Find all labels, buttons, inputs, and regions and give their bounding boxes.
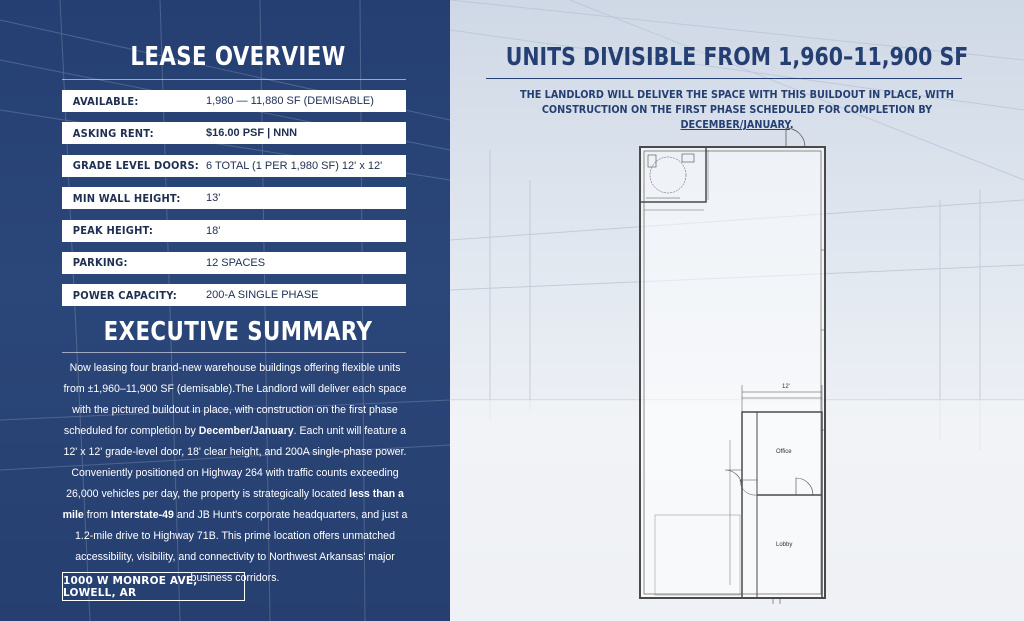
lease-row-asking-rent (62, 122, 406, 144)
units-subtitle-text: THE LANDLORD WILL DELIVER THE SPACE WITH THIS BUILDOUT IN PLACE, WITH CONSTRUCTION ON THE FIRST PHASE SCHEDULED FOR COMPLETION BY (520, 89, 954, 116)
lease-row-power-capacity (62, 284, 406, 306)
lease-row-value: 18' (206, 224, 221, 237)
floor-plan-outer-wall (640, 147, 825, 598)
lease-row-label: POWER CAPACITY: (72, 288, 177, 302)
summary-bold-part: December/January (198, 425, 294, 437)
lease-row-label: PEAK HEIGHT: (72, 224, 154, 238)
lease-overview-table (62, 90, 406, 317)
summary-bold-part: Interstate-49 (110, 509, 174, 521)
lease-row-peak-height (62, 220, 406, 242)
room-label-lobby: Lobby (776, 542, 793, 548)
lease-row-grade-level-doors (62, 155, 406, 177)
lease-row-parking (62, 252, 406, 274)
summary-bold-part: less than a mile (62, 488, 404, 521)
lease-row-available (62, 90, 406, 112)
lease-overview-title: LEASE OVERVIEW (130, 42, 346, 72)
lease-row-label: AVAILABLE: (72, 94, 139, 108)
lease-row-value: $16.00 PSF | NNN (206, 127, 298, 140)
lease-row-value: 1,980 — 11,880 SF (DEMISABLE) (206, 95, 374, 107)
units-title: UNITS DIVISIBLE FROM 1,960–11,900 SF (505, 42, 969, 71)
summary-text-part: and JB Hunt's corporate headquarters, and just a 1.2-mile drive to Highway 71B. This prime location offers unmatched accessibility, visibility, and connectivity to Northwest Arkansas' major business corridors. (75, 509, 408, 584)
room-label-office: Office (776, 449, 792, 455)
exec-title-rule (62, 352, 406, 353)
executive-summary-title: EXECUTIVE SUMMARY (103, 317, 373, 347)
lease-row-label: PARKING: (72, 256, 128, 270)
lease-row-value: 200-A SINGLE PHASE (206, 289, 319, 302)
summary-text-part: Now leasing four brand-new warehouse buildings offering flexible units from ±1,960–11,900 SF (demisable).The Landlord will deliver each space with the pictured buildout in place, with construction on the first phase scheduled for completion by (63, 362, 407, 437)
summary-text-part: from (83, 509, 111, 521)
lease-row-value: 12 SPACES (206, 256, 266, 269)
lease-row-label: MIN WALL HEIGHT: (72, 191, 181, 205)
units-panel (450, 0, 1024, 621)
units-subtitle-end: . (789, 119, 794, 131)
address-box: 1000 W MONROE AVE, LOWELL, AR (62, 572, 245, 601)
lease-row-min-wall-height (62, 187, 406, 209)
lease-row-value: 6 TOTAL (1 PER 1,980 SF) 12' x 12' (206, 159, 383, 172)
summary-text-part: . Each unit will feature a 12' x 12' grade-level door, 18' clear height, and 200A single-phase power. Conveniently positioned on Highway 264 with traffic counts exceeding 26,000 vehicles per day, the property is strategically located (63, 425, 407, 500)
lease-row-value: 13' (206, 192, 221, 205)
lease-row-label: ASKING RENT: (72, 126, 154, 140)
executive-summary-text (60, 358, 410, 589)
lease-row-label: GRADE LEVEL DOORS: (72, 159, 199, 173)
entry-door-top (786, 128, 805, 147)
floor-plan-dimension: 12' (782, 384, 790, 390)
units-subtitle-link: DECEMBER/JANUARY (680, 119, 790, 131)
floor-plan (450, 0, 1024, 621)
lease-title-rule (62, 79, 406, 80)
lease-panel (0, 0, 450, 621)
